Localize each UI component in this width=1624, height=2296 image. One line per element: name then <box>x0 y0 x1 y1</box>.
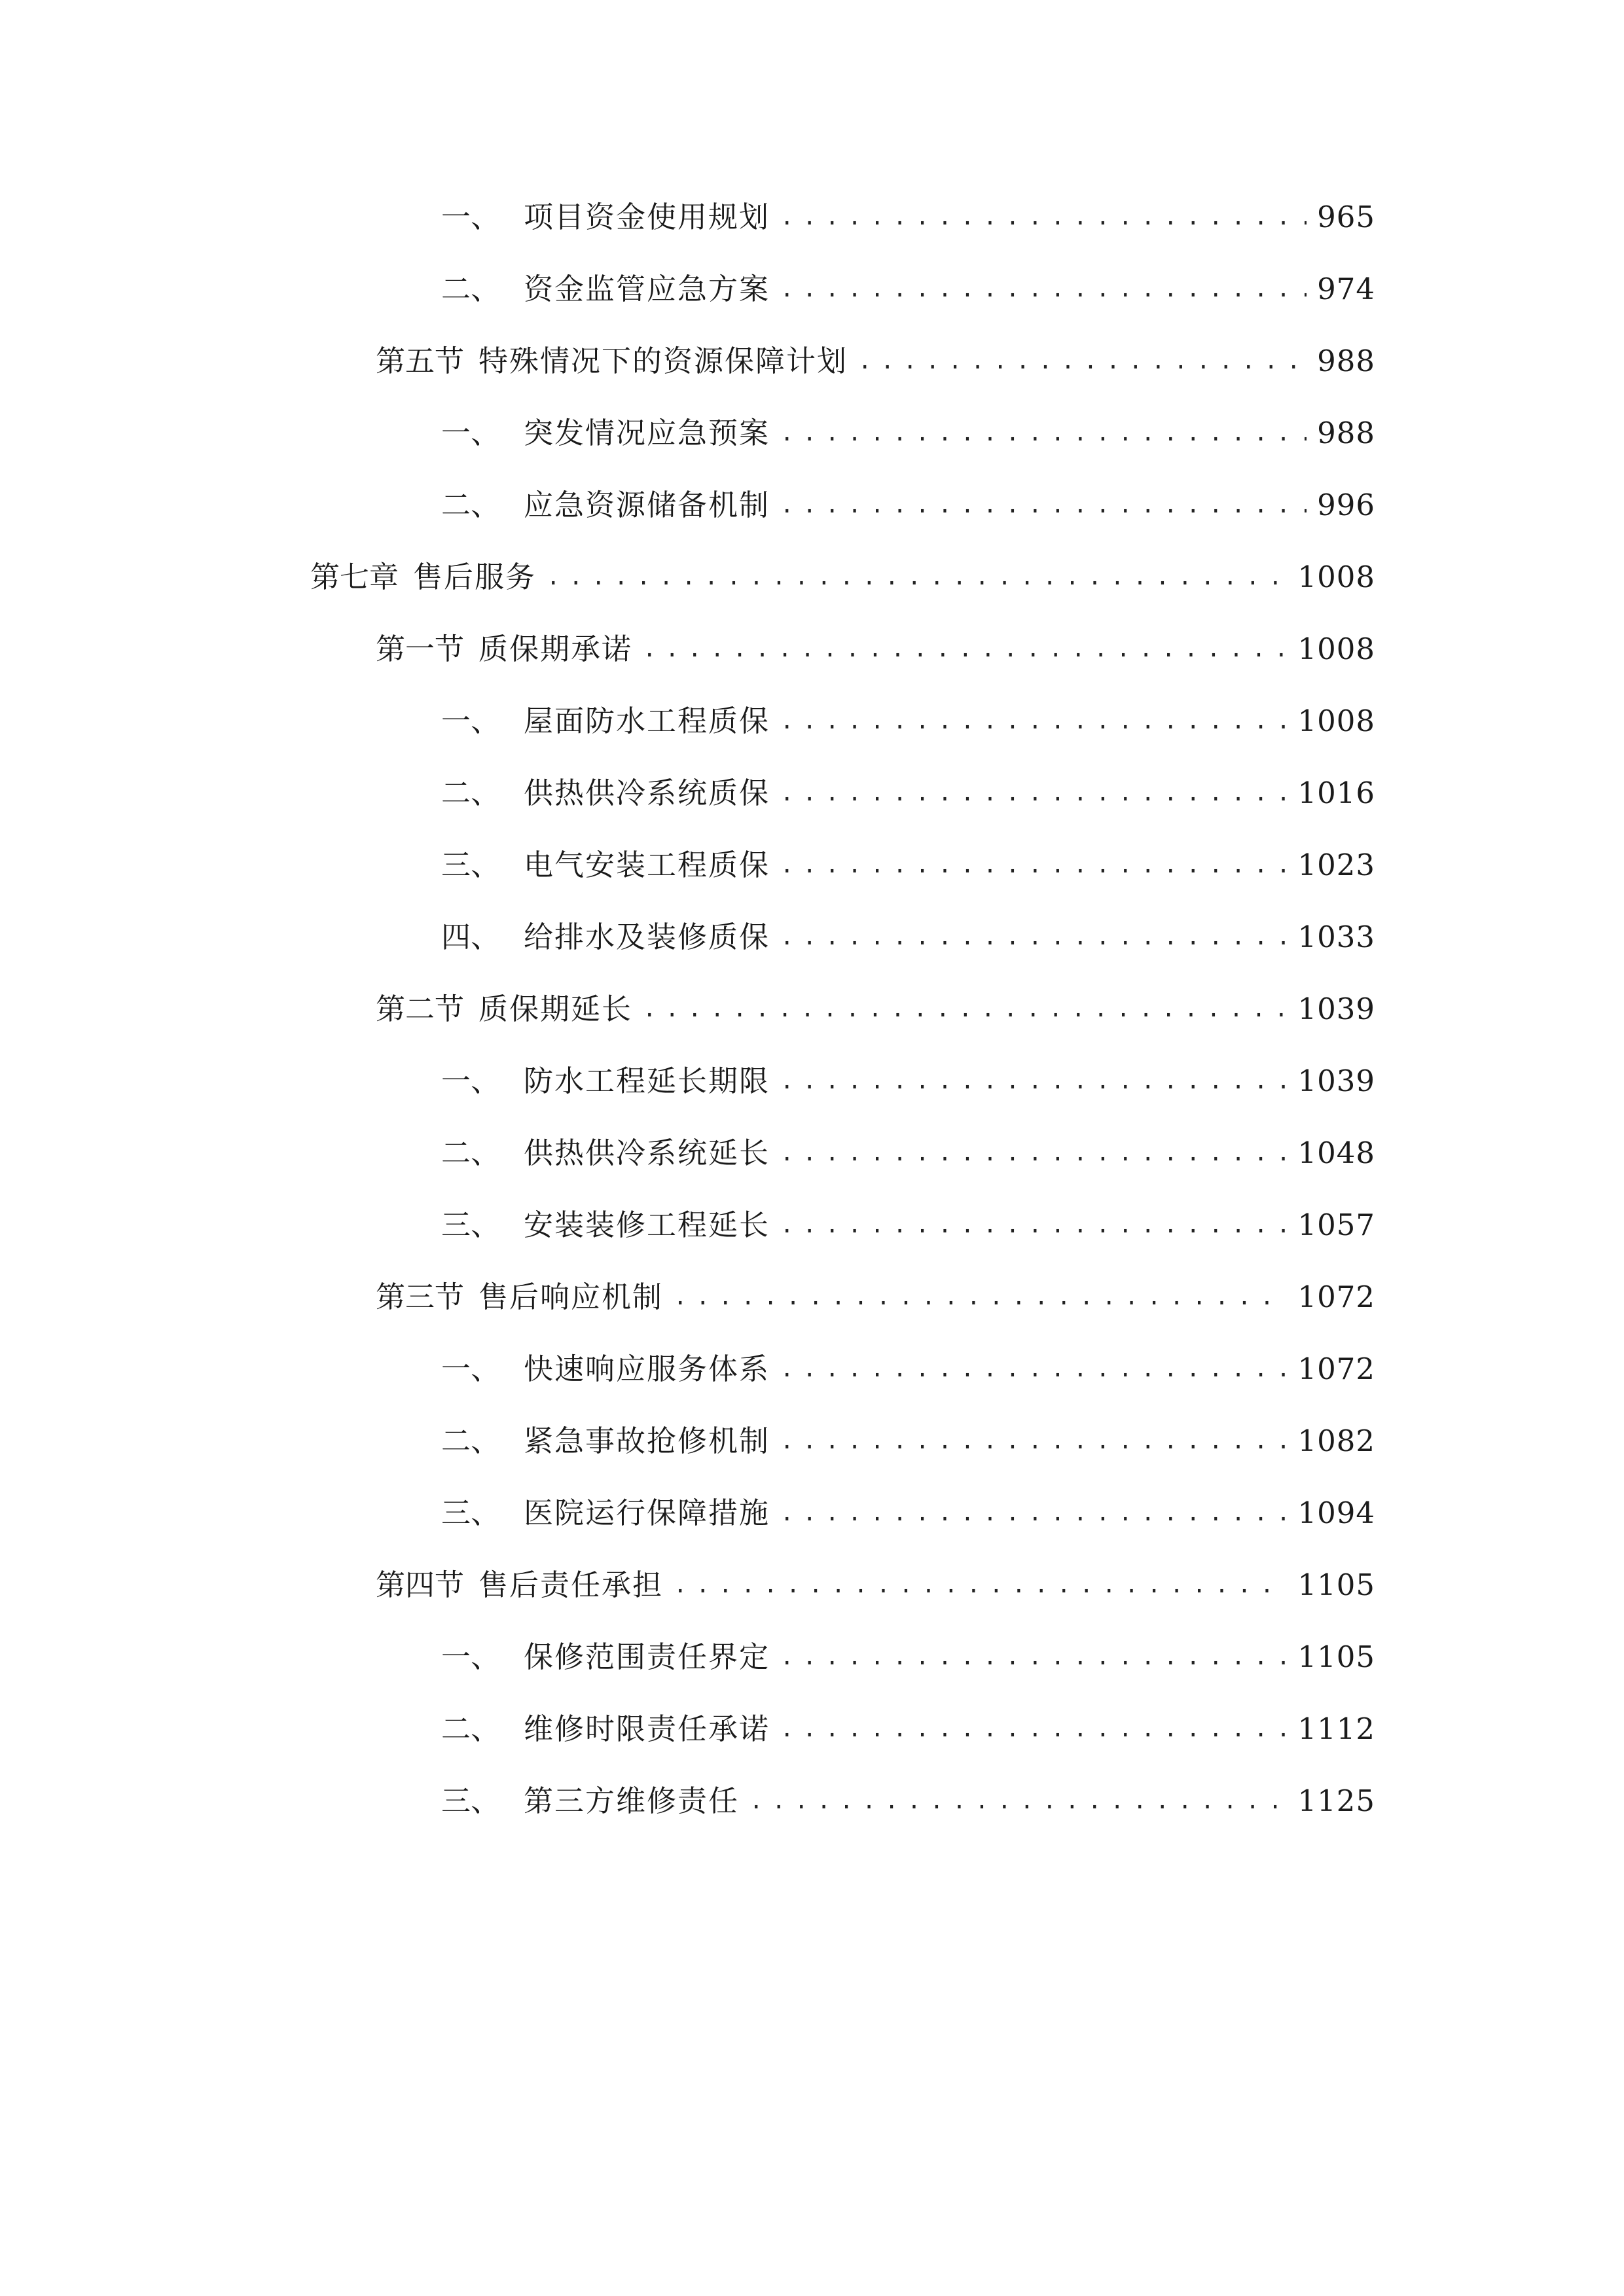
toc-entry-number: 三、 <box>441 1496 501 1530</box>
toc-page-number: 996 <box>1317 488 1375 522</box>
toc-entry-number: 二、 <box>441 1712 501 1746</box>
toc-entry-number: 二、 <box>441 488 501 522</box>
toc-entry[interactable] <box>376 335 1375 387</box>
dot-leader <box>674 1271 1287 1323</box>
toc-entry-number: 一、 <box>441 704 501 738</box>
toc-entry-title: 紧急事故抢修机制 <box>524 1424 770 1458</box>
toc-page-number: 1105 <box>1297 1640 1375 1674</box>
dot-leader <box>780 1487 1287 1539</box>
toc-section-number: 第一节 <box>376 632 465 666</box>
toc-entry[interactable] <box>376 1559 1375 1611</box>
toc-entry[interactable] <box>441 1127 1375 1179</box>
dot-leader <box>780 695 1287 747</box>
toc-label <box>441 767 770 819</box>
toc-page-number: 1105 <box>1297 1568 1375 1602</box>
toc-page-number: 1008 <box>1297 704 1375 738</box>
toc-entry[interactable] <box>441 1775 1375 1827</box>
toc-entry-title: 突发情况应急预案 <box>524 416 770 450</box>
toc-entry-title: 安装装修工程延长 <box>524 1208 770 1242</box>
toc-section-number: 第四节 <box>376 1568 465 1602</box>
toc-chapter-number: 第七章 <box>310 560 399 594</box>
toc-section-number: 第五节 <box>376 344 465 378</box>
toc-entry-number: 三、 <box>441 848 501 882</box>
toc-page-number: 965 <box>1317 200 1375 234</box>
dot-leader <box>780 1127 1287 1179</box>
toc-entry[interactable] <box>441 767 1375 819</box>
toc-page-number: 1008 <box>1297 632 1375 666</box>
dot-leader <box>547 551 1287 603</box>
toc-entry-title: 电气安装工程质保 <box>524 848 770 882</box>
toc-entry[interactable] <box>441 1487 1375 1539</box>
toc-label <box>441 1703 770 1755</box>
toc-entry-number: 一、 <box>441 1640 501 1674</box>
toc-page-number: 1016 <box>1297 776 1375 810</box>
toc-entry-title: 保修范围责任界定 <box>524 1640 770 1674</box>
toc-label <box>441 839 770 891</box>
dot-leader <box>858 335 1307 387</box>
toc-page-number: 1048 <box>1297 1136 1375 1170</box>
toc-page-number: 1057 <box>1297 1208 1375 1242</box>
toc-page-number: 974 <box>1317 272 1375 306</box>
toc-entry-number: 一、 <box>441 1352 501 1386</box>
toc-entry[interactable] <box>441 1199 1375 1251</box>
toc-page-number: 1112 <box>1297 1712 1375 1746</box>
toc-entry-title: 项目资金使用规划 <box>524 200 770 234</box>
toc-entry-number: 三、 <box>441 1784 501 1818</box>
dot-leader <box>780 1055 1287 1107</box>
toc-page-number: 1039 <box>1297 992 1375 1026</box>
toc-label <box>310 551 536 603</box>
dot-leader <box>643 983 1287 1035</box>
toc-entry-number: 三、 <box>441 1208 501 1242</box>
toc-entry-title: 售后响应机制 <box>478 1280 664 1314</box>
dot-leader <box>674 1559 1287 1611</box>
dot-leader <box>780 911 1287 963</box>
dot-leader <box>780 263 1307 315</box>
toc-entry-title: 质保期延长 <box>478 992 633 1026</box>
dot-leader <box>780 407 1307 459</box>
toc-label <box>376 983 632 1035</box>
dot-leader <box>780 1199 1287 1251</box>
toc-label <box>441 911 770 963</box>
toc-label <box>441 479 770 531</box>
toc-label <box>376 1271 663 1323</box>
toc-entry-number: 一、 <box>441 416 501 450</box>
toc-entry[interactable] <box>441 1703 1375 1755</box>
toc-entry-title: 医院运行保障措施 <box>524 1496 770 1530</box>
dot-leader <box>780 839 1287 891</box>
toc-entry-number: 一、 <box>441 200 501 234</box>
toc-entry[interactable] <box>441 839 1375 891</box>
toc-entry-number: 二、 <box>441 1136 501 1170</box>
toc-entry-title: 屋面防水工程质保 <box>524 704 770 738</box>
toc-label <box>441 407 770 459</box>
toc-entry-number: 二、 <box>441 1424 501 1458</box>
toc-label <box>441 695 770 747</box>
toc-entry[interactable] <box>376 983 1375 1035</box>
toc-entry-title: 第三方维修责任 <box>524 1784 740 1818</box>
toc-entry[interactable] <box>441 479 1375 531</box>
toc-page-number: 988 <box>1317 416 1375 450</box>
toc-label <box>441 1415 770 1467</box>
dot-leader <box>780 1631 1287 1683</box>
toc-entry-title: 供热供冷系统质保 <box>524 776 770 810</box>
toc-entry-number: 四、 <box>441 920 501 954</box>
toc-entry-title: 质保期承诺 <box>478 632 633 666</box>
toc-label <box>441 191 770 243</box>
toc-page-number: 988 <box>1317 344 1375 378</box>
toc-entry[interactable] <box>441 1415 1375 1467</box>
toc-page-number: 1008 <box>1297 560 1375 594</box>
toc-entry[interactable] <box>441 1343 1375 1395</box>
toc-section-number: 第三节 <box>376 1280 465 1314</box>
toc-label <box>376 623 632 675</box>
toc-entry-title: 应急资源储备机制 <box>524 488 770 522</box>
toc-label <box>441 1127 770 1179</box>
toc-entry-title: 快速响应服务体系 <box>524 1352 770 1386</box>
toc-entry[interactable] <box>310 551 1375 603</box>
dot-leader <box>780 1343 1287 1395</box>
toc-entry-title: 特殊情况下的资源保障计划 <box>478 344 848 378</box>
toc-page-number: 1082 <box>1297 1424 1375 1458</box>
toc-entry[interactable] <box>441 263 1375 315</box>
toc-label <box>441 1199 770 1251</box>
dot-leader <box>780 1415 1287 1467</box>
toc-entry-number: 二、 <box>441 776 501 810</box>
dot-leader <box>780 767 1287 819</box>
dot-leader <box>780 191 1307 243</box>
toc-entry-title: 供热供冷系统延长 <box>524 1136 770 1170</box>
toc-entry[interactable] <box>441 911 1375 963</box>
toc-section-number: 第二节 <box>376 992 465 1026</box>
toc-entry-title: 售后服务 <box>413 560 537 594</box>
toc-entry-title: 防水工程延长期限 <box>524 1064 770 1098</box>
toc-page-number: 1023 <box>1297 848 1375 882</box>
toc-label <box>441 1487 770 1539</box>
toc-entry-title: 售后责任承担 <box>478 1568 664 1602</box>
toc-entry-title: 资金监管应急方案 <box>524 272 770 306</box>
toc-label <box>441 1775 739 1827</box>
toc-label <box>441 263 770 315</box>
toc-entry[interactable] <box>441 407 1375 459</box>
toc-entry[interactable] <box>441 1631 1375 1683</box>
toc-entry-title: 给排水及装修质保 <box>524 920 770 954</box>
toc-entry[interactable] <box>376 1271 1375 1323</box>
toc-label <box>376 335 848 387</box>
dot-leader <box>780 1703 1287 1755</box>
toc-entry-number: 二、 <box>441 272 501 306</box>
toc-label <box>441 1343 770 1395</box>
toc-label <box>376 1559 663 1611</box>
toc-entry[interactable] <box>441 695 1375 747</box>
toc-page-number: 1125 <box>1297 1784 1375 1818</box>
toc-entry-title: 维修时限责任承诺 <box>524 1712 770 1746</box>
dot-leader <box>643 623 1287 675</box>
toc-entry[interactable] <box>441 191 1375 243</box>
toc-label <box>441 1631 770 1683</box>
toc-entry[interactable] <box>376 623 1375 675</box>
dot-leader <box>749 1775 1287 1827</box>
toc-page-number: 1072 <box>1297 1352 1375 1386</box>
toc-page-number: 1094 <box>1297 1496 1375 1530</box>
toc-page-number: 1039 <box>1297 1064 1375 1098</box>
toc-page-number: 1072 <box>1297 1280 1375 1314</box>
toc-label <box>441 1055 770 1107</box>
toc-entry[interactable] <box>441 1055 1375 1107</box>
toc-page-number: 1033 <box>1297 920 1375 954</box>
dot-leader <box>780 479 1307 531</box>
toc-entry-number: 一、 <box>441 1064 501 1098</box>
